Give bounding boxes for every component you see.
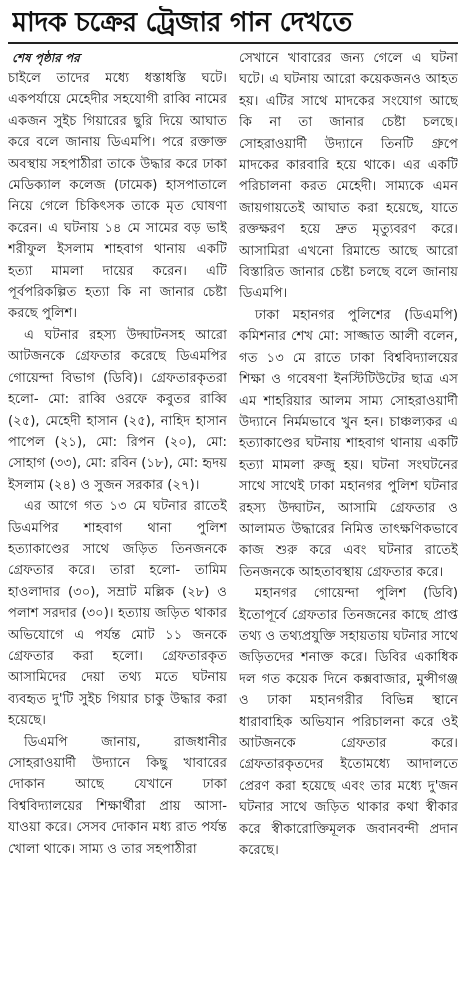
paragraph: ঢাকা মহানগর পুলিশের (ডিএমপি) কমিশনার শেখ মো: সাজ্জাত আলী বলেন, গত ১৩ মে রাতে ঢাকা বিশ্ববিদ্যালয়ের শিক্ষা ও গবেষণা ইনস্টিটিউটের ছাত্র এস এম শাহরিয়ার আলম সাম্য সোহরাওয়ার্দী উদ্যানে নির্মমভাবে খুন হন। চাঞ্চল্যকর এ হত্যাকাণ্ডের ঘটনায় শাহবাগ থানায় একটি হত্যা মামলা রুজু হয়। ঘটনা সংঘটনের সাথে সাথেই ঢাকা মহানগর পুলিশ ঘটনার রহস্য উদ্ঘাটন, আসামি গ্রেফতার ও আলামত উদ্ধারের নিমিত্ত তাৎক্ষণিকভাবে কাজ শুরু করে এবং ঘটনার রাতেই তিনজনকে আহতাবস্থায় গ্রেফতার করে। [239,307,458,580]
paragraph: এ ঘটনার রহস্য উদ্ঘাটনসহ আরো আটজনকে গ্রেফতার করেছে ডিএমপির গোয়েন্দা বিভাগ (ডিবি)। গ্রেফতারকৃতরা হলো- মো: রাব্বি ওরফে কবুতর রাব্বি (২৫), মেহেদী হাসান (২৫), নাহিদ হাসান পাপেল (২১), মো: রিপন (২০), মো: সোহাগ (৩৩), মো: রবিন (১৮), মো: হৃদয় ইসলাম (২৪) ও সুজন সরকার (২৭)। [8,327,227,493]
paragraph: চাইলে তাদের মধ্যে ধস্তাধস্তি ঘটে। একপর্যায়ে মেহেদীর সহযোগী রাব্বি নামের একজন সুইচ গিয়ারের ছুরি দিয়ে আঘাত করে বলে জানায় ডিএমপি। পরে রক্তাক্ত অবস্থায় সহপাঠীরা তাকে উদ্ধার করে ঢাকা মেডিক্যাল কলেজ (ঢামেক) হাসপাতালে নিয়ে গেলে চিকিৎসক তাকে মৃত ঘোষণা করেন। এ ঘটনায় ১৪ মে সামের বড় ভাই শরীফুল ইসলাম শাহবাগ থানায় একটি হত্যা মামলা দায়ের করেন। এটি পূর্বপরিকল্পিত হত্যা কি না জানার চেষ্টা করছে পুলিশ। [8,71,227,322]
paragraph: সেখানে খাবারের জন্য গেলে এ ঘটনা ঘটে। এ ঘটনায় আরো কয়েকজনও আহত হয়। এটির সাথে মাদকের সংযোগ আছে কি না তা জানার চেষ্টা চলছে। সোহরাওয়ার্দী উদ্যানে তিনটি গ্রুপে মাদকের কারবারি হয়ে থাকে। এর একটি পরিচালনা করত মেহেদী। সাম্যকে এমন জায়গায়তেই আঘাত করা হয়েছে, যাতে রক্তক্ষরণ হয়ে দ্রুত মৃত্যুবরণ করে। আসামিরা এখনো রিমান্ডে আছে আরো বিস্তারিত জানার চেষ্টা চলছে বলে জানায় ডিএমপি। [239,51,458,302]
headline-divider [8,42,458,44]
column-right [239,48,458,988]
paragraph: এর আগে গত ১৩ মে ঘটনার রাতেই ডিএমপির শাহবাগ থানা পুলিশ হত্যাকাণ্ডের সাথে জড়িত তিনজনকে গ্রেফতার করে। তারা হলো- তামিম হাওলাদার (৩০), সম্রাট মল্লিক (২৮) ও পলাশ সরদার (৩০)। হত্যায় জড়িত থাকার অভিযোগে এ পর্যন্ত মোট ১১ জনকে গ্রেফতার করা হলো। গ্রেফতারকৃত আসামিদের দেয়া তথ্য মতে ঘটনায় ব্যবহৃত দু'টি সুইচ গিয়ার চাকু উদ্ধার করা হয়েছে। [8,499,227,729]
paragraph: মহানগর গোয়েন্দা পুলিশ (ডিবি) ইতোপূর্বে গ্রেফতার তিনজনের কাছে প্রাপ্ত তথ্য ও তথ্যপ্রযুক্তি সহায়তায় ঘটনার সাথে জড়িতদের শনাক্ত করে। ডিবির একাধিক দল গত কয়েক দিনে কক্সবাজার, মুন্সীগঞ্জ ও ঢাকা মহানগরীর বিভিন্ন স্থানে ধারাবাহিক অভিযান পরিচালনা করে ওই আটজনকে গ্রেফতার করে। গ্রেফতারকৃতদের ইতোমধ্যে আদালতে প্রেরণ করা হয়েছে এবং তার মধ্যে দু'জন ঘটনার সাথে জড়িত থাকার কথা স্বীকার করে স্বীকারোক্তিমূলক জবানবন্দী প্রদান করেছে। [239,586,458,859]
continuation-kicker: শেষ পৃষ্ঠার পর [12,51,80,65]
article-columns [8,48,458,988]
headline: মাদক চক্রের ট্রেজার গান দেখতে [12,7,352,38]
paragraph: ডিএমপি জানায়, রাজধানীর সোহরাওয়ার্দী উদ্যানে কিছু খাবারের দোকান আছে যেখানে ঢাকা বিশ্ববিদ্যালয়ের শিক্ষার্থীরা প্রায় আসা-যাওয়া করে। সেসব দোকান মধ্য রাত পর্যন্ত খোলা থাকে। সাম্য ও তার সহপাঠীরা [8,734,227,857]
column-left [8,48,227,988]
